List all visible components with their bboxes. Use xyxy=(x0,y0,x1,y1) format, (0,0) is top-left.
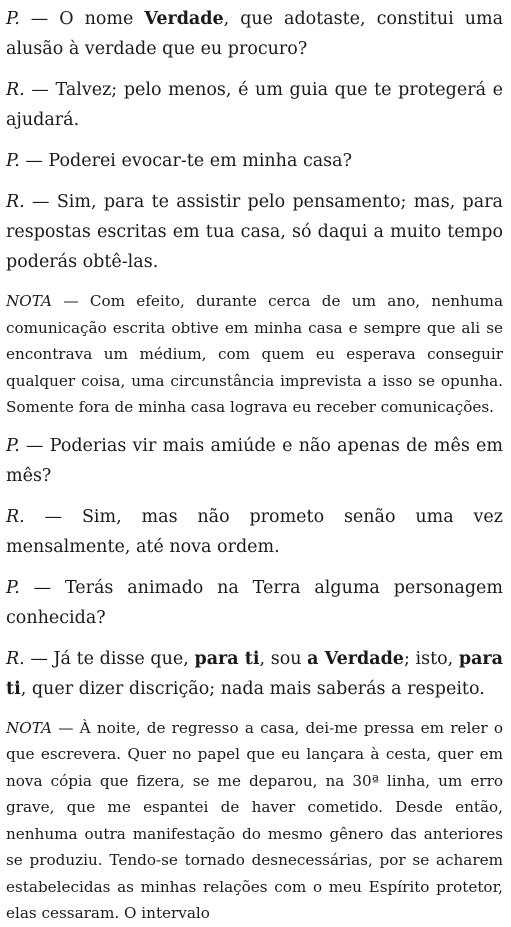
bold-text-run: Verdade xyxy=(144,9,224,29)
dialogue-paragraph xyxy=(6,644,503,704)
text-run: — Sim, para te assistir pelo pensamento; mas, para respostas escritas em tua casa, só daqui a muito tempo poderás obtê-las. xyxy=(6,192,503,272)
speaker-label: R. xyxy=(6,648,25,669)
note-label: NOTA xyxy=(6,292,53,310)
speaker-label: R. xyxy=(6,192,25,212)
text-run: ; isto, xyxy=(403,648,459,669)
text-run: — Já te disse que, xyxy=(24,648,195,669)
bold-text-run: para ti xyxy=(194,648,260,669)
note-label: NOTA xyxy=(6,718,53,737)
note-paragraph xyxy=(6,288,503,421)
text-run: — À noite, de regresso a casa, dei-me pressa em reler o que escrevera. Quer no papel que eu lançara à cesta, quer em nova cópia que fizera, se me deparou, na 30ª linha, um erro grave, que me espantei de haver cometido. Desde então, nenhuma outra manifestação do mesmo gênero das anteriores se produziu. Tendo-se tornado desnecessárias, por se acharem estabelecidas as minhas relações com o meu Espírito protetor, elas cessaram. O intervalo xyxy=(6,718,503,922)
text-run: — O nome xyxy=(19,9,145,29)
dialogue-paragraph xyxy=(6,431,503,491)
text-run: , sou xyxy=(259,648,308,669)
text-run: — Talvez; pelo menos, é um guia que te protegerá e ajudará. xyxy=(6,80,503,130)
speaker-label: R. xyxy=(6,80,25,100)
bold-text-run: a Verdade xyxy=(307,648,404,669)
dialogue-paragraph xyxy=(6,146,503,176)
bold-text-run: para ti xyxy=(6,648,503,699)
text-run: , que adotaste, constitui uma alusão à verdade que eu procuro? xyxy=(6,9,503,59)
text-run: — Poderei evocar-te em minha casa? xyxy=(19,151,352,171)
speaker-label: P. xyxy=(6,9,20,29)
speaker-label: R. xyxy=(6,506,25,527)
text-run: — Poderias vir mais amiúde e não apenas de mês em mês? xyxy=(6,435,503,486)
text-run: , quer dizer discrição; nada mais saberás a respeito. xyxy=(20,678,485,699)
dialogue-paragraph xyxy=(6,75,503,135)
text-run: — Terás animado na Terra alguma personagem conhecida? xyxy=(6,577,503,628)
dialogue-paragraph xyxy=(6,4,503,64)
dialogue-paragraph xyxy=(6,187,503,277)
text-run: — Sim, mas não prometo senão uma vez mensalmente, até nova ordem. xyxy=(6,506,503,557)
note-paragraph xyxy=(6,715,503,927)
dialogue-paragraph xyxy=(6,573,503,633)
dialogue-paragraph xyxy=(6,502,503,562)
speaker-label: P. xyxy=(6,151,20,171)
speaker-label: P. xyxy=(6,435,20,456)
text-run: — Com efeito, durante cerca de um ano, nenhuma comunicação escrita obtive em minha casa e sempre que ali se encontrava um médium, com quem eu esperava conseguir qualquer coisa, uma circunstância imprevista a isso se opunha. Somente fora de minha casa lograva eu receber comunicações. xyxy=(6,292,503,416)
speaker-label: P. xyxy=(6,577,20,598)
